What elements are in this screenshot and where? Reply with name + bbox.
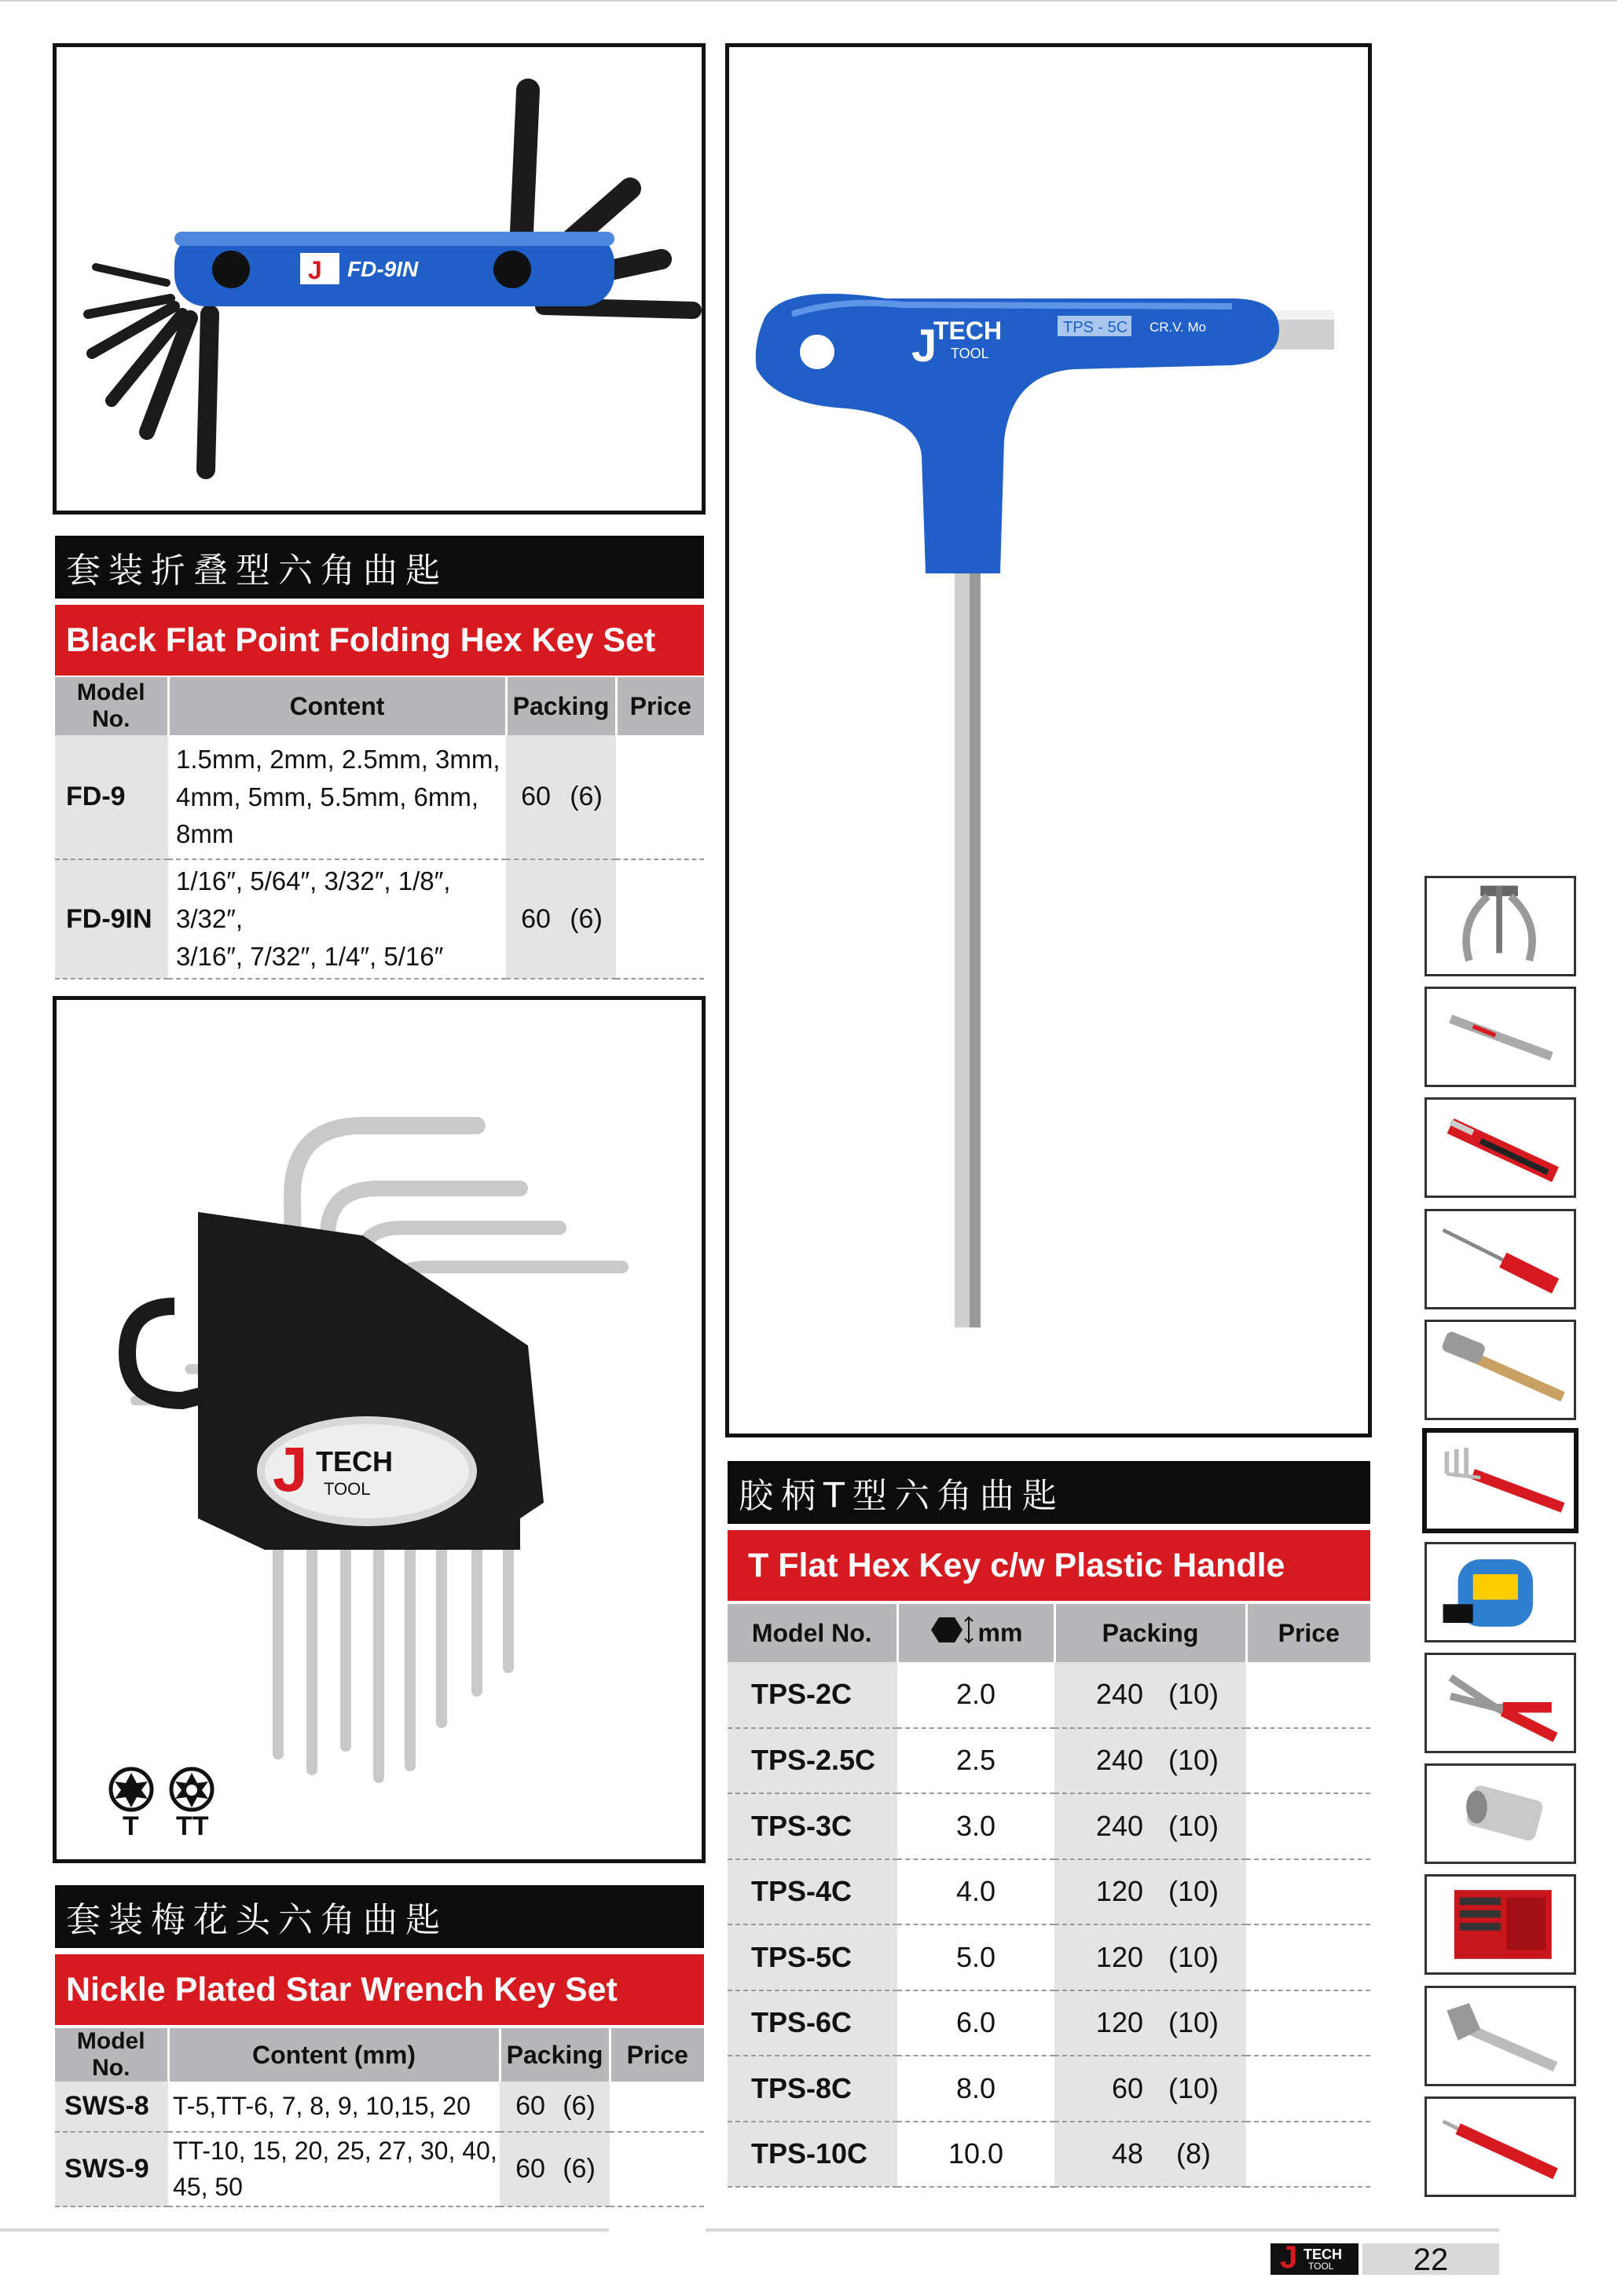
packing-inner: 60 xyxy=(515,2091,545,2121)
legend-tt-label: TT xyxy=(176,1811,209,1841)
section2-title-en-text: Nickle Plated Star Wrench Key Set xyxy=(66,1970,618,2009)
packing-inner: 240 xyxy=(1095,1744,1143,1777)
sidebar-thumb-screwdriver-bit[interactable] xyxy=(1424,987,1576,1087)
packing-inner: 120 xyxy=(1095,2006,1143,2039)
packing-inner: 60 xyxy=(515,2153,545,2184)
table-row xyxy=(728,1990,1370,2056)
sidebar-thumb-puller[interactable] xyxy=(1424,876,1576,976)
size-cell: 10.0 xyxy=(897,2122,1054,2188)
header-price: Price xyxy=(610,2028,704,2082)
model-cell: FD-9 xyxy=(55,735,168,859)
price-cell xyxy=(1246,2056,1370,2122)
model-cell: SWS-9 xyxy=(55,2132,168,2206)
packing-outer: (10) xyxy=(1168,2006,1219,2039)
section3-spec-table xyxy=(728,1604,1370,2188)
size-cell: 6.0 xyxy=(897,1990,1054,2056)
packing-cell xyxy=(1054,1662,1246,1728)
section1-title-en xyxy=(55,605,704,676)
section2-spec-table xyxy=(55,2028,704,2207)
packing-cell xyxy=(1054,1990,1246,2056)
sidebar-thumb-hex-key[interactable] xyxy=(1422,1428,1578,1533)
page-number-box xyxy=(1362,2243,1499,2275)
sidebar-thumb-utility-knife[interactable] xyxy=(1424,1097,1576,1198)
header-model: Model No. xyxy=(728,1604,897,1662)
price-cell xyxy=(1246,1662,1370,1728)
packing-inner: 240 xyxy=(1095,1678,1143,1711)
size-cell: 2.0 xyxy=(897,1662,1054,1728)
table-row xyxy=(728,2122,1370,2188)
content-cell: TT-10, 15, 20, 25, 27, 30, 40, 45, 50 xyxy=(168,2132,500,2206)
packing-outer: (10) xyxy=(1168,2071,1219,2104)
folding-hex-key-illustration xyxy=(57,47,702,511)
packing-cell xyxy=(1054,2056,1246,2122)
packing-inner: 120 xyxy=(1095,1940,1143,1973)
header-packing: Packing xyxy=(1054,1604,1246,1662)
packing-inner: 60 xyxy=(521,903,551,934)
handle-brand: TECH xyxy=(933,317,1003,345)
fd-9in-label: FD-9IN xyxy=(347,257,419,281)
page-number: 22 xyxy=(1413,2243,1449,2277)
test-pencil-icon xyxy=(1427,2099,1574,2195)
packing-outer: (10) xyxy=(1168,1940,1219,1973)
screwdriver-icon xyxy=(1427,1211,1574,1307)
packing-outer: (6) xyxy=(570,903,603,934)
header-content: Content (mm) xyxy=(168,2028,500,2082)
table-row xyxy=(728,2056,1370,2122)
packing-outer: (6) xyxy=(570,782,603,811)
packing-cell xyxy=(500,2132,610,2206)
sidebar-thumb-test-pencil[interactable] xyxy=(1424,2096,1576,2197)
svg-text:J: J xyxy=(273,1434,308,1504)
tape-measure-icon xyxy=(1427,1544,1574,1640)
price-cell xyxy=(1246,1859,1370,1925)
price-cell xyxy=(1246,1924,1370,1990)
star-wrench-illustration xyxy=(57,1000,702,1859)
sidebar-thumb-tool-cabinet[interactable] xyxy=(1424,1874,1576,1975)
folding-hex-key-photo xyxy=(53,43,706,514)
price-cell xyxy=(616,859,704,979)
content-line: 3/16″, 7/32″, 1/4″, 5/16″ xyxy=(176,941,444,971)
header-packing: Packing xyxy=(506,677,616,735)
table-row xyxy=(728,1793,1370,1859)
star-set-brand-sub: TOOL xyxy=(324,1479,371,1499)
content-cell: T-5,TT-6, 7, 8, 9, 10,15, 20 xyxy=(168,2082,500,2132)
t-handle-photo xyxy=(725,43,1372,1437)
header-size-unit: mm xyxy=(977,1618,1023,1647)
model-cell: FD-9IN xyxy=(55,859,168,979)
packing-outer: (10) xyxy=(1168,1875,1219,1908)
torx-t-icon xyxy=(111,1769,152,1810)
adjustable-wrench-icon xyxy=(1427,1988,1574,2084)
footer-divider-left xyxy=(0,2228,609,2232)
model-cell: TPS-8C xyxy=(728,2056,897,2122)
packing-outer: (10) xyxy=(1168,1809,1219,1842)
packing-inner: 120 xyxy=(1095,1875,1143,1908)
packing-cell xyxy=(1054,1924,1246,1990)
header-content: Content xyxy=(168,677,506,735)
section3-title-cn-text: 胶柄T型六角曲匙 xyxy=(739,1476,1065,1516)
section1-title-en-text: Black Flat Point Folding Hex Key Set xyxy=(66,621,656,659)
torx-tt-icon xyxy=(171,1769,212,1810)
table-row xyxy=(728,1728,1370,1794)
puller-icon xyxy=(1427,878,1574,974)
price-cell xyxy=(610,2082,704,2132)
footer-brand-logo xyxy=(1270,2240,1358,2275)
sidebar-thumb-hammer[interactable] xyxy=(1424,1320,1576,1420)
header-model: Model No. xyxy=(55,677,168,735)
packing-cell xyxy=(1054,1793,1246,1859)
svg-text:J: J xyxy=(308,256,322,284)
socket-icon xyxy=(1427,1766,1574,1862)
section1-title-cn-text: 套装折叠型六角曲匙 xyxy=(66,551,448,591)
price-cell xyxy=(616,735,704,859)
size-cell: 4.0 xyxy=(897,1859,1054,1925)
footer-brand-main: TECH xyxy=(1304,2247,1342,2262)
price-cell xyxy=(1246,1990,1370,2056)
packing-cell xyxy=(1054,1859,1246,1925)
section1-title-cn xyxy=(55,536,704,599)
hex-size-icon xyxy=(930,1614,978,1652)
price-cell xyxy=(1246,1793,1370,1859)
size-cell: 8.0 xyxy=(897,2056,1054,2122)
table-row xyxy=(728,1859,1370,1925)
packing-outer: (6) xyxy=(563,2091,596,2121)
handle-model-label: TPS - 5C xyxy=(1063,319,1128,336)
sidebar-thumb-screwdriver[interactable] xyxy=(1424,1209,1576,1309)
header-price: Price xyxy=(616,677,704,735)
model-cell: TPS-10C xyxy=(728,2122,897,2188)
packing-outer: (8) xyxy=(1176,2137,1211,2170)
t-handle-illustration xyxy=(729,47,1368,1434)
price-cell xyxy=(1246,2122,1370,2188)
price-cell xyxy=(610,2132,704,2206)
header-model: Model No. xyxy=(55,2028,168,2082)
packing-outer: (10) xyxy=(1168,1744,1219,1777)
content-cell xyxy=(168,859,506,979)
sidebar-thumb-pliers[interactable] xyxy=(1424,1653,1576,1753)
tps-rows xyxy=(728,1662,1370,2187)
sidebar-thumb-socket[interactable] xyxy=(1424,1763,1576,1864)
section2-title-en xyxy=(55,1954,704,2025)
header-price: Price xyxy=(1246,1604,1370,1662)
size-cell: 2.5 xyxy=(897,1728,1054,1794)
section3-title-cn xyxy=(728,1461,1370,1524)
utility-knife-icon xyxy=(1427,1100,1574,1196)
packing-cell xyxy=(1054,2122,1246,2188)
footer-divider-right xyxy=(706,2228,1499,2232)
hammer-icon xyxy=(1427,1322,1574,1418)
model-cell: TPS-6C xyxy=(728,1990,897,2056)
hex-key-icon xyxy=(1427,1433,1574,1529)
model-cell: TPS-2C xyxy=(728,1662,897,1728)
sidebar-thumb-adjustable-wrench[interactable] xyxy=(1424,1986,1576,2086)
top-divider xyxy=(0,0,1617,2)
packing-inner: 60 xyxy=(1111,2071,1143,2104)
section2-title-cn-text: 套装梅花头六角曲匙 xyxy=(66,1900,448,1940)
table-row xyxy=(728,1662,1370,1728)
packing-inner: 60 xyxy=(521,782,551,811)
model-cell: TPS-3C xyxy=(728,1793,897,1859)
content-line: 4mm, 5mm, 5.5mm, 6mm, 8mm xyxy=(176,782,479,849)
handle-material-label: CR.V. Mo xyxy=(1150,320,1207,335)
model-cell: TPS-4C xyxy=(728,1859,897,1925)
packing-outer: (6) xyxy=(563,2153,596,2184)
section3-title-en-text: T Flat Hex Key c/w Plastic Handle xyxy=(748,1546,1285,1584)
footer-brand-sub: TOOL xyxy=(1308,2261,1334,2272)
sidebar-thumb-tape-measure[interactable] xyxy=(1424,1542,1576,1642)
svg-text:J: J xyxy=(911,320,937,372)
legend-t-label: T xyxy=(123,1811,139,1841)
footer-logo-j: J xyxy=(1280,2240,1298,2275)
packing-cell xyxy=(506,735,616,859)
packing-outer: (10) xyxy=(1168,1678,1219,1711)
section3-title-en xyxy=(728,1530,1370,1601)
star-set-brand: TECH xyxy=(316,1445,393,1478)
model-cell: TPS-2.5C xyxy=(728,1728,897,1794)
model-cell: TPS-5C xyxy=(728,1924,897,1990)
size-cell: 5.0 xyxy=(897,1924,1054,1990)
content-line: 1/16″, 5/64″, 3/32″, 1/8″, 3/32″, xyxy=(176,866,451,934)
packing-inner: 48 xyxy=(1111,2137,1143,2170)
header-size xyxy=(897,1604,1054,1662)
packing-inner: 240 xyxy=(1095,1809,1143,1842)
handle-brand-sub: TOOL xyxy=(951,346,989,361)
table-row xyxy=(728,1924,1370,1990)
pliers-icon xyxy=(1427,1655,1574,1751)
packing-cell xyxy=(1054,1728,1246,1794)
size-cell: 3.0 xyxy=(897,1793,1054,1859)
screwdriver-bit-icon xyxy=(1427,989,1574,1085)
content-cell xyxy=(168,735,506,859)
tool-cabinet-icon xyxy=(1427,1877,1574,1972)
packing-cell xyxy=(500,2082,610,2132)
header-packing: Packing xyxy=(500,2028,610,2082)
section1-spec-table xyxy=(55,677,704,980)
content-line: 1.5mm, 2mm, 2.5mm, 3mm, xyxy=(176,744,500,774)
price-cell xyxy=(1246,1728,1370,1794)
star-wrench-photo xyxy=(53,996,706,1863)
model-cell: SWS-8 xyxy=(55,2082,168,2132)
section2-title-cn xyxy=(55,1885,704,1948)
packing-cell xyxy=(506,859,616,979)
